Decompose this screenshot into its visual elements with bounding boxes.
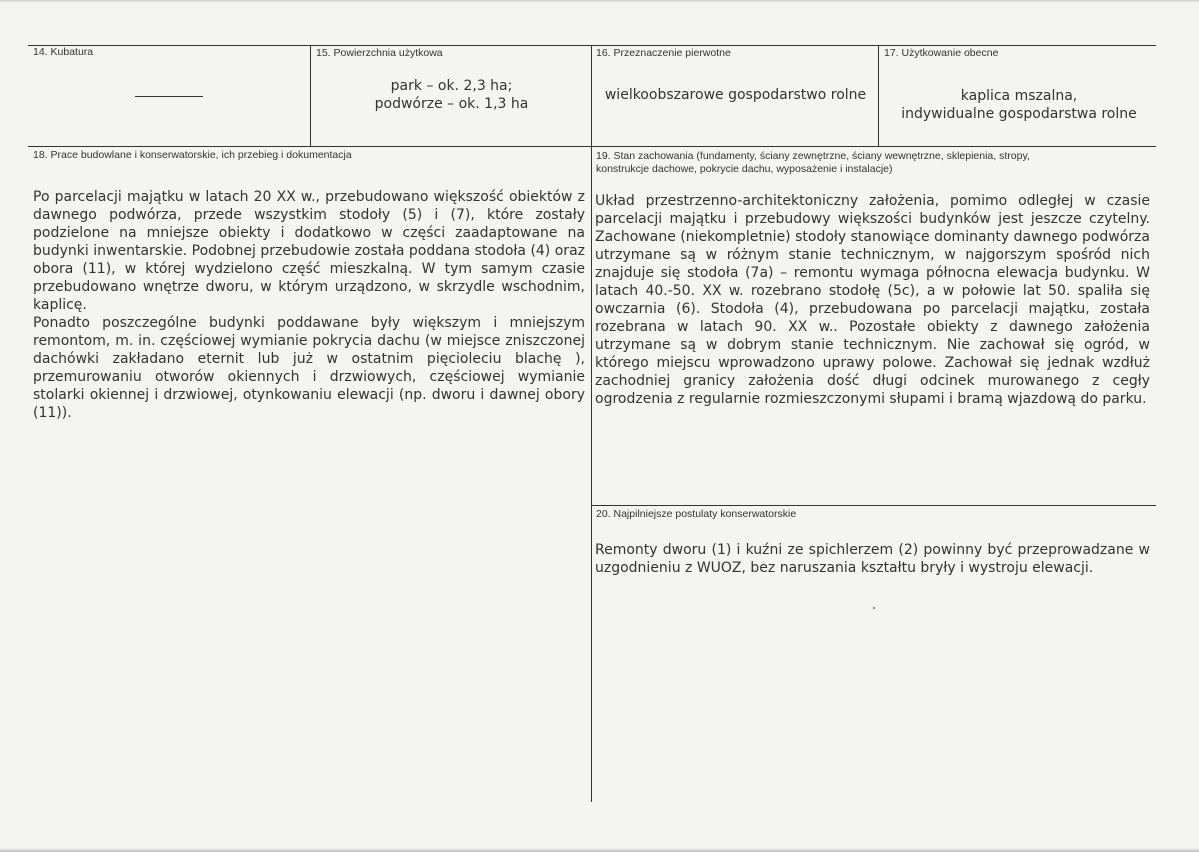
field-14-label: 14. Kubatura	[33, 46, 94, 58]
field-17-value-line2: indywidualne gospodarstwa rolne	[901, 106, 1137, 122]
field-15-value	[312, 77, 591, 113]
divider-center	[591, 45, 592, 802]
field-15-value-line1: park – ok. 2,3 ha;	[390, 78, 513, 94]
divider-16-17	[878, 45, 879, 146]
field-15-value-line2: podwórze – ok. 1,3 ha	[374, 96, 529, 112]
field-17-value-line1: kaplica mszalna,	[960, 88, 1078, 104]
field-20-text: Remonty dworu (1) i kuźni ze spichlerzem (2) powinny być przeprowadzane w uzgodnieniu z WUOZ, bez naruszania kształtu bryły i wystroju elewacji.	[595, 542, 1150, 576]
scan-top-edge	[0, 0, 1199, 3]
field-17-label: 17. Użytkowanie obecne	[884, 47, 999, 59]
scan-bottom-edge	[0, 848, 1199, 852]
scan-speck	[873, 607, 875, 609]
field-19-label	[596, 150, 1030, 176]
field-18-text: Po parcelacji majątku w latach 20 XX w., przebudowano większość obiektów z dawnego podwórza, przede wszystkim stodoły (5) i (7), które zostały podzielone na mniejsze obiekty i dodatkowo w części zaadaptowane na budynki inwentarskie. Podobnej przebudowie została poddana stodoła (4) oraz obora (11), w której wydzielono część mieszkalną. W tym samym czasie przebudowano wnętrze dworu, w którym urządzono, w skrzydle wschodnim, kaplicę. Ponadto poszczególne budynki poddawane były większym i mniejszym remontom, m. in. częściowej wymianie pokrycia dachu (w miejsce zniszczonej dachówki zakładano eternit lub już w ostatnim pięcioleciu blachę ), przemurowaniu otworów okiennych i drzwiowych, częściowej wymianie stolarki okiennej i drzwiowej, otynkowaniu elewacji (np. dworu i dawnej obory (11)).	[33, 189, 585, 421]
field-15-label: 15. Powierzchnia użytkowa	[316, 47, 443, 59]
field-16-label: 16. Przeznaczenie pierwotne	[596, 47, 731, 59]
field-20-label: 20. Najpilniejsze postulaty konserwatorskie	[596, 508, 797, 520]
field-19-text: Układ przestrzenno-architektoniczny założenia, pomimo odległej w czasie parcelacji majątku i przebudowy większości budynków jest jeszcze czytelny. Zachowane (niekompletnie) stodoły stanowiące dominanty dawnego podwórza utrzymane są w różnym stanie technicznym, w najgorszym spośród nich znajduje się stodoła (7a) – remontu wymaga północna elewacja budynku. W latach 40.-50. XX w. rozebrano stodołę (5c), a w połowie lat 50. spaliła się owczarnia (6). Stodoła (4), przebudowana po parcelacji majątku, została rozebrana w latach 90. XX w.. Pozostałe obiekty z dawnego założenia utrzymane są w dobrym stanie technicznym. Nie zachował się ogród, w którego miejscu wprowadzono uprawy polowe. Zachował się jednak wzdłuż zachodniej granicy założenia dość długi odcinek murowanego z cegły ogrodzenia z regularnie rozmieszczonymi słupami i bramą wjazdową do parku.	[595, 193, 1150, 407]
top-border	[28, 45, 1156, 46]
field-19-label-line1: 19. Stan zachowania (fundamenty, ściany zewnętrzne, ściany wewnętrzne, sklepienia, stropy,	[596, 150, 1030, 162]
field20-top-border	[591, 505, 1156, 506]
field-17-value	[880, 87, 1158, 123]
field-16-value: wielkoobszarowe gospodarstwo rolne	[604, 87, 867, 103]
field-19-label-line2: konstrukcje dachowe, pokrycie dachu, wyposażenie i instalacje)	[596, 163, 893, 175]
field-14-empty-dash	[135, 96, 203, 97]
field-18-label: 18. Prace budowlane i konserwatorskie, ich przebieg i dokumentacja	[33, 149, 352, 161]
divider-14-15	[310, 45, 311, 146]
row1-bottom-border	[28, 146, 1156, 147]
